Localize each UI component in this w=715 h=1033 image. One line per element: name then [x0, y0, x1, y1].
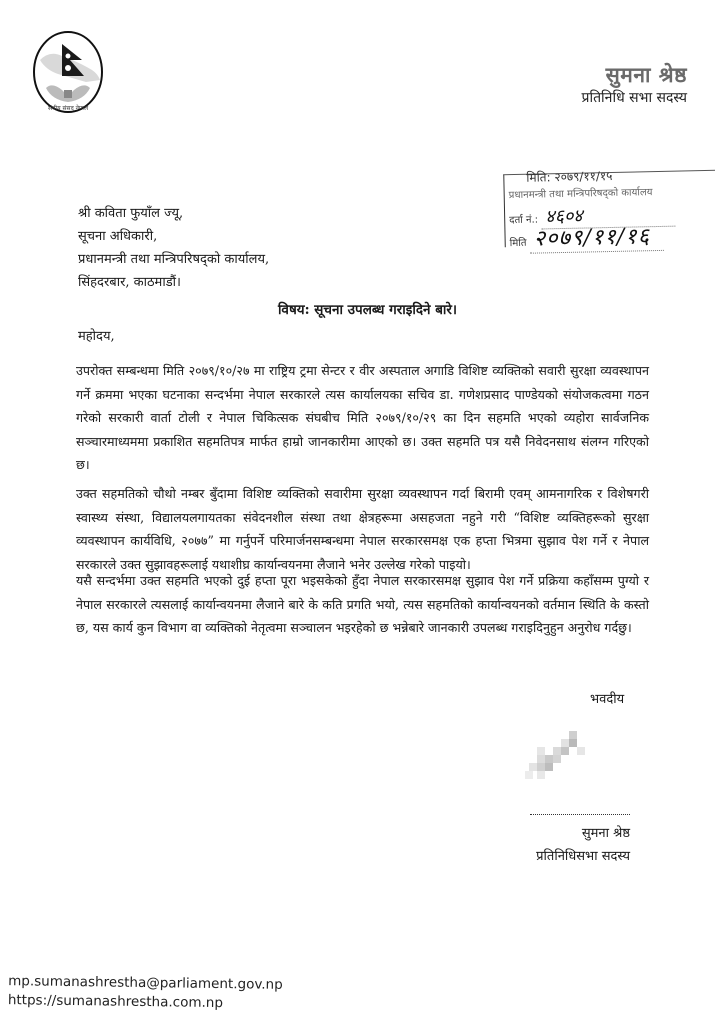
signature-line — [530, 814, 630, 815]
salutation: महोदय, — [78, 329, 115, 344]
subject-line: विषय: सूचना उपलब्ध गराइदिने बारे। — [277, 302, 458, 318]
stamp-darta-label: दर्ता नं.: — [509, 214, 539, 227]
footer-contact — [8, 972, 283, 1014]
recipient-line: प्रधानमन्त्री तथा मन्त्रिपरिषद्को कार्यालय, — [78, 252, 270, 267]
recipient-line: सूचना अधिकारी, — [78, 229, 158, 244]
body-paragraph: उक्त सहमतिको चौथो नम्बर बुँदामा विशिष्ट व्यक्तिको सवारीमा सुरक्षा व्यवस्थापन गर्दा बिरामी एवम् आमनागरिक र विशेषगरी स्वास्थ्य संस्था, विद्यालयलगायतका संवेदनशील संस्था तथा क्षेत्रहरूमा असहजता नहुने गरी “विशिष्ट व्यक्तिहरूको सुरक्षा व्यवस्थापन कार्यविधि, २०७७” मा गर्नुपर्ने परिमार्जनसम्बन्धमा नेपाल सरकारसमक्ष एक हप्ता भित्रमा सुझाव पेश गर्ने र नेपाल सरकारले उक्त सुझावहरूलाई यथाशीघ्र कार्यान्वयनमा लैजाने भनेर उल्लेख गरेको पाइयो। — [76, 486, 649, 572]
body-paragraph: उपरोक्त सम्बन्धमा मिति २०७९/१०/२७ मा राष्ट्रिय ट्रमा सेन्टर र वीर अस्पताल अगाडि विशिष्ट व्यक्तिको सवारी सुरक्षा व्यवस्थापन गर्ने क्रममा भएका घटनाका सन्दर्भमा नेपाल सरकारले त्यस कार्यालयका सचिव डा. गणेशप्रसाद पाण्डेयको संयोजकत्वमा गठन गरेको सरकारी वार्ता टोली र नेपाल चिकित्सक संघबीच मिति २०७९/१०/२९ का दिन सहमति भएको व्यहोरा सार्वजनिक सञ्चारमाध्यममा प्रकाशित सहमतिपत्र मार्फत हाम्रो जानकारीमा आएको छ। उक्त सहमति पत्र यसै निवेदनसाथ संलग्न गरिएको छ। — [76, 363, 649, 472]
svg-text:संघीय संसद नेपाल: संघीय संसद नेपाल — [47, 105, 89, 112]
footer-email[interactable]: mp.sumanashrestha@parliament.gov.np — [8, 973, 283, 993]
letterhead-header — [581, 62, 687, 108]
signature-redacted-icon — [525, 731, 597, 779]
signer-title: प्रतिनिधिसभा सदस्य — [536, 849, 630, 864]
recipient-line: सिंहदरबार, काठमाडौं। — [78, 275, 181, 290]
stamp-miti-label: मिति — [509, 237, 527, 250]
stamp-office: प्रधानमन्त्री तथा मन्त्रिपरिषद्को कार्यालय — [508, 187, 653, 202]
letterhead-name: सुमना श्रेष्ठ — [605, 63, 687, 87]
closing: भवदीय — [590, 692, 625, 707]
parliament-emblem-icon — [28, 30, 108, 118]
stamp-darta-number: ४६०४ — [541, 202, 675, 230]
body-paragraph: यसै सन्दर्भमा उक्त सहमति भएको दुई हप्ता पूरा भइसकेको हुँदा नेपाल सरकारसमक्ष सुझाव पेश गर्ने प्रक्रिया कहाँसम्म पुग्यो र नेपाल सरकारले त्यसलाई कार्यान्वयनमा लैजाने बारे के कति प्रगति भयो, त्यस सहमतिको कार्यान्वयनको वर्तमान स्थिति के कस्तो छ, यस कार्य कुन विभाग वा व्यक्तिको नेतृत्वमा सञ्चालन भइरहेको छ भन्नेबारे जानकारी उपलब्ध गराइदिनुहुन अनुरोध गर्दछु। — [76, 573, 649, 635]
stamp-date: मिति: २०७९/११/१५ — [526, 168, 613, 185]
signer-name: सुमना श्रेष्ठ — [581, 826, 630, 841]
stamp-miti — [509, 220, 664, 254]
recipient-address — [78, 202, 269, 294]
registration-stamp — [503, 168, 715, 252]
recipient-line: श्री कविता फुयाँल ज्यू, — [78, 206, 184, 221]
stamp-miti-value: २०७९/११/१६ — [529, 220, 664, 254]
letterhead-title: प्रतिनिधि सभा सदस्य — [581, 90, 687, 106]
footer-website[interactable]: https://sumanashrestha.com.np — [7, 992, 224, 1012]
signer-block — [480, 822, 630, 868]
